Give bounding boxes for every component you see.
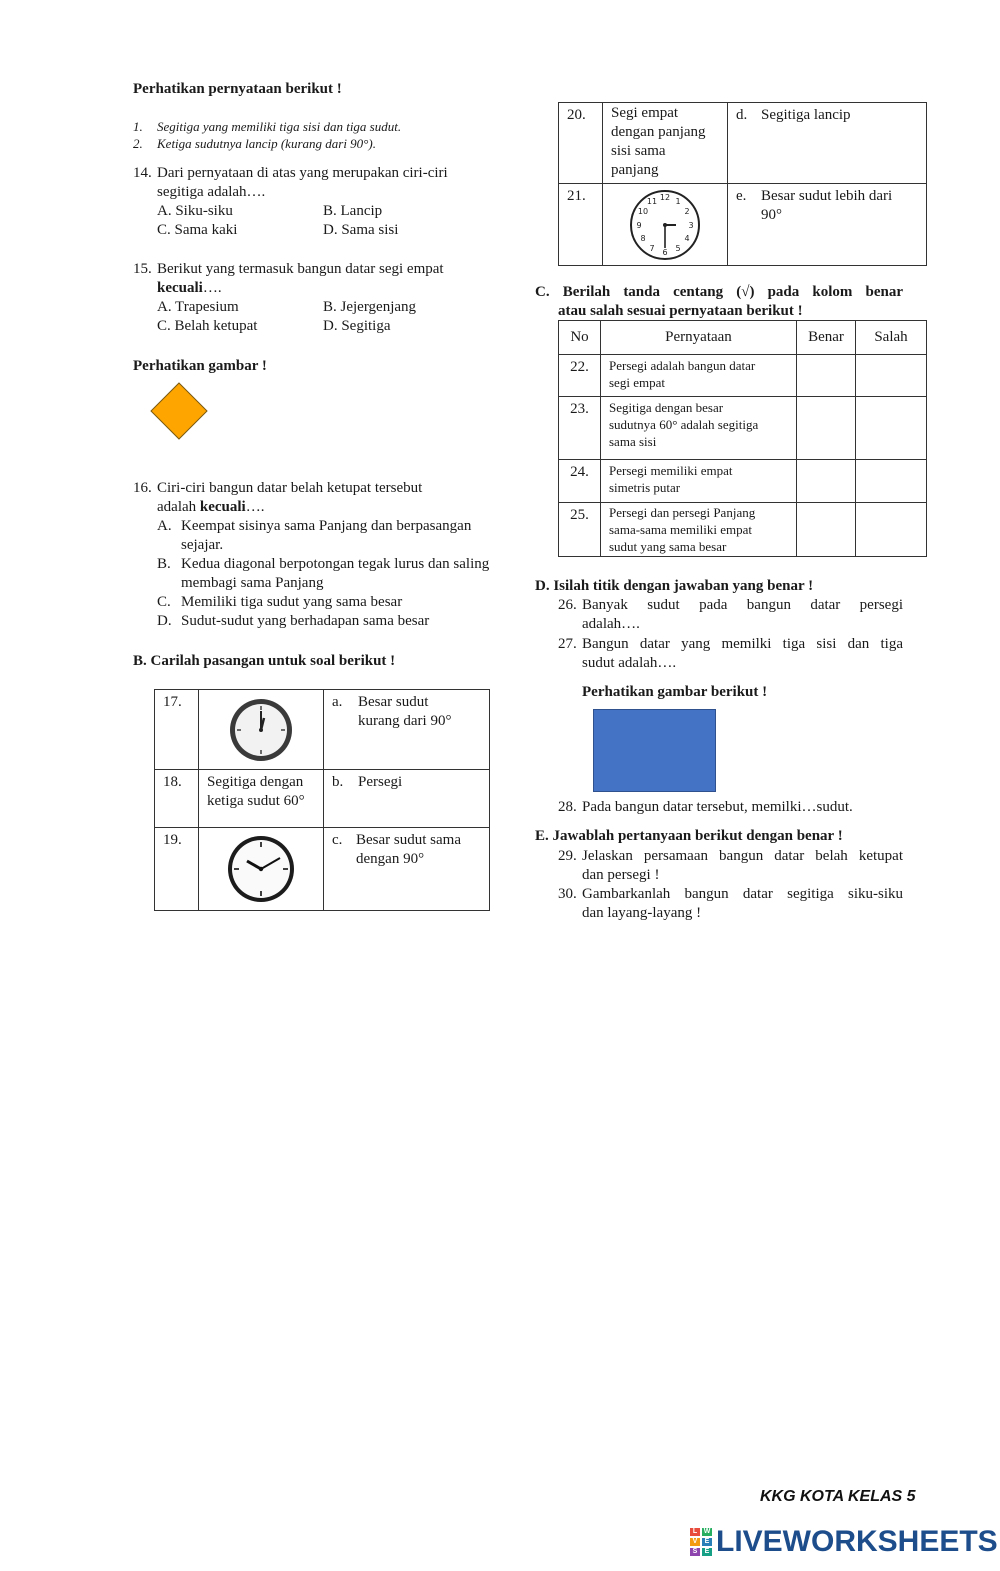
answer-23-false[interactable] xyxy=(856,397,927,460)
question-16: 16. Ciri-ciri bangun datar belah ketupat tersebut adalah kecuali…. A. Keempat sisinya sama Panjang dan berpasangan sejajar. B. Kedua diagonal berpotongan tegak lurus dan saling membagi sama Panjang C. Memiliki tiga sudut yang sama besar D. Sudut-sudut yang berhadapan sama besar xyxy=(133,479,528,631)
figure-title: Perhatikan gambar ! xyxy=(133,358,267,374)
col-header-no: No xyxy=(559,321,601,355)
matching-table-left xyxy=(154,689,490,911)
q16-option-d[interactable]: D. Sudut-sudut yang berhadapan sama besar xyxy=(157,613,430,629)
statement-1: 1. Segitiga yang memiliki tiga sisi dan tiga sudut. xyxy=(133,119,402,134)
true-false-table xyxy=(558,320,927,557)
class-label: KKG KOTA KELAS 5 xyxy=(760,1488,916,1505)
table-row: 18. Segitiga dengan ketiga sudut 60° b. Persegi xyxy=(155,770,490,828)
q16-option-a[interactable]: A. Keempat sisinya sama Panjang dan berpasangan sejajar. xyxy=(157,518,472,553)
q14-option-d[interactable]: D. Sama sisi xyxy=(323,222,399,238)
question-30: 30. Gambarkanlah bangun datar segitiga siku-siku dan layang-layang ! xyxy=(558,886,903,921)
section-d-title: D. Isilah titik dengan jawaban yang benar ! xyxy=(535,578,814,594)
q14-option-a[interactable]: A. Siku-siku xyxy=(157,203,233,219)
clock-numeral: 3 xyxy=(688,220,694,230)
logo-tile: L xyxy=(690,1528,700,1536)
q16-option-c[interactable]: C. Memiliki tiga sudut yang sama besar xyxy=(157,594,403,610)
intro-title: Perhatikan pernyataan berikut ! xyxy=(133,81,342,97)
col-header-statement: Pernyataan xyxy=(601,321,797,355)
col-header-false: Salah xyxy=(856,321,927,355)
q15-option-d[interactable]: D. Segitiga xyxy=(323,318,391,334)
q15-option-c[interactable]: C. Belah ketupat xyxy=(157,318,258,334)
table-header-row xyxy=(559,321,927,355)
question-14: 14. Dari pernyataan di atas yang merupakan ciri-ciri segitiga adalah…. A. Siku-siku B. Lancip C. Sama kaki D. Sama sisi xyxy=(133,165,448,238)
clock-21-cell xyxy=(603,184,728,266)
question-15: 15. Berikut yang termasuk bangun datar segi empat kecuali…. A. Trapesium B. Jejergenjang C. Belah ketupat D. Segitiga xyxy=(133,261,444,334)
question-28: 28. Pada bangun datar tersebut, memilki…sudut. xyxy=(558,799,853,815)
clock-numeral: 12 xyxy=(659,192,671,202)
clock-numeral: 8 xyxy=(640,233,646,243)
table-row: 21. 12 1 2 3 4 5 6 7 8 9 10 11 e. Besar sudut lebih dari 90° xyxy=(559,184,927,266)
rhombus-figure xyxy=(150,382,208,440)
table-row: 25. Persegi dan persegi Panjang sama-sama memiliki empat sudut yang sama besar xyxy=(559,503,927,557)
statement-list xyxy=(133,118,513,152)
q14-option-b[interactable]: B. Lancip xyxy=(323,203,383,219)
logo-tile: V xyxy=(690,1538,700,1546)
question-26: 26. Banyak sudut pada bangun datar persegi adalah…. xyxy=(558,597,903,632)
q16-option-b[interactable]: B. Kedua diagonal berpotongan tegak lurus dan saling membagi sama Panjang xyxy=(157,556,490,591)
table-row: 17. a. Besar sudut kurang dari 90° xyxy=(155,690,490,770)
brand-name[interactable]: LIVEWORKSHEETS xyxy=(716,1525,998,1558)
clock-numeral: 4 xyxy=(684,233,690,243)
question-27: 27. Bangun datar yang memilki tiga sisi dan tiga sudut adalah…. xyxy=(558,636,903,671)
clock-numeral: 9 xyxy=(636,220,642,230)
statement-2: 2. Ketiga sudutnya lancip (kurang dari 90°). xyxy=(133,136,376,151)
answer-22-true[interactable] xyxy=(797,355,856,397)
table-row: 20. Segi empat dengan panjang sisi sama panjang d. Segitiga lancip xyxy=(559,103,927,184)
clock-numeral: 5 xyxy=(675,243,681,253)
answer-25-true[interactable] xyxy=(797,503,856,557)
rectangle-figure xyxy=(593,709,716,792)
answer-24-true[interactable] xyxy=(797,460,856,503)
liveworksheets-logo-icon xyxy=(690,1528,712,1556)
clock-numeral: 2 xyxy=(684,206,690,216)
question-29: 29. Jelaskan persamaan bangun datar belah ketupat dan persegi ! xyxy=(558,848,903,883)
logo-tile: S xyxy=(690,1548,700,1556)
logo-tile: E xyxy=(702,1538,712,1546)
table-row: 19. c. Besar sudut sama dengan 90° xyxy=(155,828,490,911)
q14-option-c[interactable]: C. Sama kaki xyxy=(157,222,238,238)
answer-23-true[interactable] xyxy=(797,397,856,460)
q15-option-b[interactable]: B. Jejergenjang xyxy=(323,299,417,315)
clock-numeral: 11 xyxy=(646,196,658,206)
answer-22-false[interactable] xyxy=(856,355,927,397)
table-row: 24. Persegi memiliki empat simetris putar xyxy=(559,460,927,503)
clock-numeral: 1 xyxy=(675,196,681,206)
clock-10-10-icon xyxy=(226,834,296,904)
clock-numeral: 7 xyxy=(649,243,655,253)
answer-25-false[interactable] xyxy=(856,503,927,557)
logo-tile: E xyxy=(702,1548,712,1556)
section-b-title: B. Carilah pasangan untuk soal berikut ! xyxy=(133,653,396,669)
section-e-title: E. Jawablah pertanyaan berikut dengan benar ! xyxy=(535,828,843,844)
col-header-true: Benar xyxy=(797,321,856,355)
clock-numeral: 10 xyxy=(637,206,649,216)
clock-12-30-icon xyxy=(628,188,702,262)
table-row: 23. Segitiga dengan besar sudutnya 60° adalah segitiga sama sisi xyxy=(559,397,927,460)
figure-2-title: Perhatikan gambar berikut ! xyxy=(582,684,768,700)
clock-numeral: 6 xyxy=(662,247,668,257)
q15-option-a[interactable]: A. Trapesium xyxy=(157,299,239,315)
answer-24-false[interactable] xyxy=(856,460,927,503)
logo-tile: W xyxy=(703,1528,711,1535)
section-c-title: C. Berilah tanda centang (√) pada kolom benar atau salah sesuai pernyataan berikut ! xyxy=(535,284,903,319)
table-row: 22. Persegi adalah bangun datar segi empat xyxy=(559,355,927,397)
clock-17-cell xyxy=(199,690,324,770)
clock-12-icon xyxy=(228,697,294,763)
clock-19-cell xyxy=(199,828,324,911)
matching-table-right xyxy=(558,102,927,266)
